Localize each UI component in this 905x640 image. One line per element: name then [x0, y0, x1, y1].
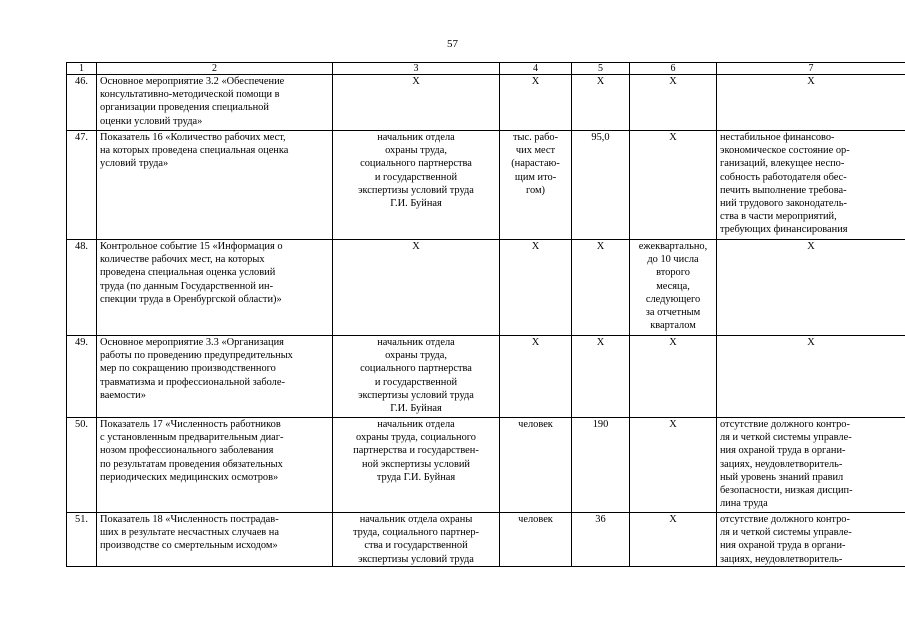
table-row	[67, 418, 905, 513]
activity-cell: Основное мероприятие 3.3 «Организация работы по проведению предупредительных мер по сокращению производственного травматизма и профессиональной заболе- ваемости»	[97, 336, 333, 418]
activity-cell: Показатель 17 «Численность работников с установленным предварительным диаг- нозом профессионального заболевания по результатам проведения обязательных периодических медицинских осмотров»	[97, 418, 333, 513]
table-row	[67, 75, 905, 131]
responsible-cell: начальник отдела охраны труда, социального партнерства и государствен- ной экспертизы условий труда Г.И. Буйная	[333, 418, 500, 513]
table-row	[67, 336, 905, 418]
unit-cell: человек	[500, 513, 572, 567]
risk-cell: отсутствие должного контро- ля и четкой системы управле- ния охраной труда в органи- зациях, неудовлетворитель-	[717, 513, 905, 567]
deadline-cell: ежеквартально, до 10 числа второго месяца, следующего за отчетным кварталом	[630, 240, 717, 336]
responsible-cell: X	[333, 240, 500, 336]
value-cell: X	[572, 75, 630, 131]
deadline-cell: X	[630, 418, 717, 513]
deadline-cell: X	[630, 336, 717, 418]
activity-cell: Показатель 16 «Количество рабочих мест, на которых проведена специальная оценка условий труда»	[97, 131, 333, 240]
table-row	[67, 240, 905, 336]
risk-cell: отсутствие должного контро- ля и четкой системы управле- ния охраной труда в органи- зациях, неудовлетворитель- ный уровень знаний правил безопасности, низкая дисцип- лина труда	[717, 418, 905, 513]
page-number: 57	[447, 38, 458, 50]
row-number: 51.	[67, 513, 97, 567]
activity-cell: Показатель 18 «Численность пострадав- ших в результате несчастных случаев на производстве со смертельным исходом»	[97, 513, 333, 567]
activity-cell: Основное мероприятие 3.2 «Обеспечение консультативно-методической помощи в организации проведения специальной оценки условий труда»	[97, 75, 333, 131]
value-cell: 36	[572, 513, 630, 567]
table-row	[67, 131, 905, 240]
unit-cell: X	[500, 240, 572, 336]
responsible-cell: начальник отдела охраны труда, социального партнерства и государственной экспертизы условий труда Г.И. Буйная	[333, 131, 500, 240]
deadline-cell: X	[630, 131, 717, 240]
unit-cell: тыс. рабо- чих мест (нарастаю- щим ито- гом)	[500, 131, 572, 240]
unit-cell: X	[500, 336, 572, 418]
risk-cell: X	[717, 75, 905, 131]
row-number: 46.	[67, 75, 97, 131]
header-cell: 5	[572, 63, 630, 75]
row-number: 49.	[67, 336, 97, 418]
value-cell: 95,0	[572, 131, 630, 240]
activity-cell: Контрольное событие 15 «Информация о количестве рабочих мест, на которых проведена специальная оценка условий труда (по данным Государственной ин- спекции труда в Оренбургской области)»	[97, 240, 333, 336]
header-cell: 6	[630, 63, 717, 75]
header-cell: 2	[97, 63, 333, 75]
unit-cell: человек	[500, 418, 572, 513]
unit-cell: X	[500, 75, 572, 131]
header-cell: 4	[500, 63, 572, 75]
value-cell: X	[572, 336, 630, 418]
document-table	[66, 62, 905, 567]
table-header-row	[67, 63, 905, 75]
responsible-cell: X	[333, 75, 500, 131]
row-number: 48.	[67, 240, 97, 336]
risk-cell: X	[717, 336, 905, 418]
responsible-cell: начальник отдела охраны труда, социального партнер- ства и государственной экспертизы условий труда	[333, 513, 500, 567]
deadline-cell: X	[630, 513, 717, 567]
row-number: 47.	[67, 131, 97, 240]
row-number: 50.	[67, 418, 97, 513]
risk-cell: X	[717, 240, 905, 336]
header-cell: 7	[717, 63, 905, 75]
header-cell: 1	[67, 63, 97, 75]
header-cell: 3	[333, 63, 500, 75]
table-row	[67, 513, 905, 567]
value-cell: X	[572, 240, 630, 336]
responsible-cell: начальник отдела охраны труда, социального партнерства и государственной экспертизы условий труда Г.И. Буйная	[333, 336, 500, 418]
risk-cell: нестабильное финансово- экономическое состояние ор- ганизаций, влекущее неспо- собность работодателя обес- печить выполнение требова- ний трудового законодатель- ства в части мероприятий, требующих финансирования	[717, 131, 905, 240]
deadline-cell: X	[630, 75, 717, 131]
value-cell: 190	[572, 418, 630, 513]
